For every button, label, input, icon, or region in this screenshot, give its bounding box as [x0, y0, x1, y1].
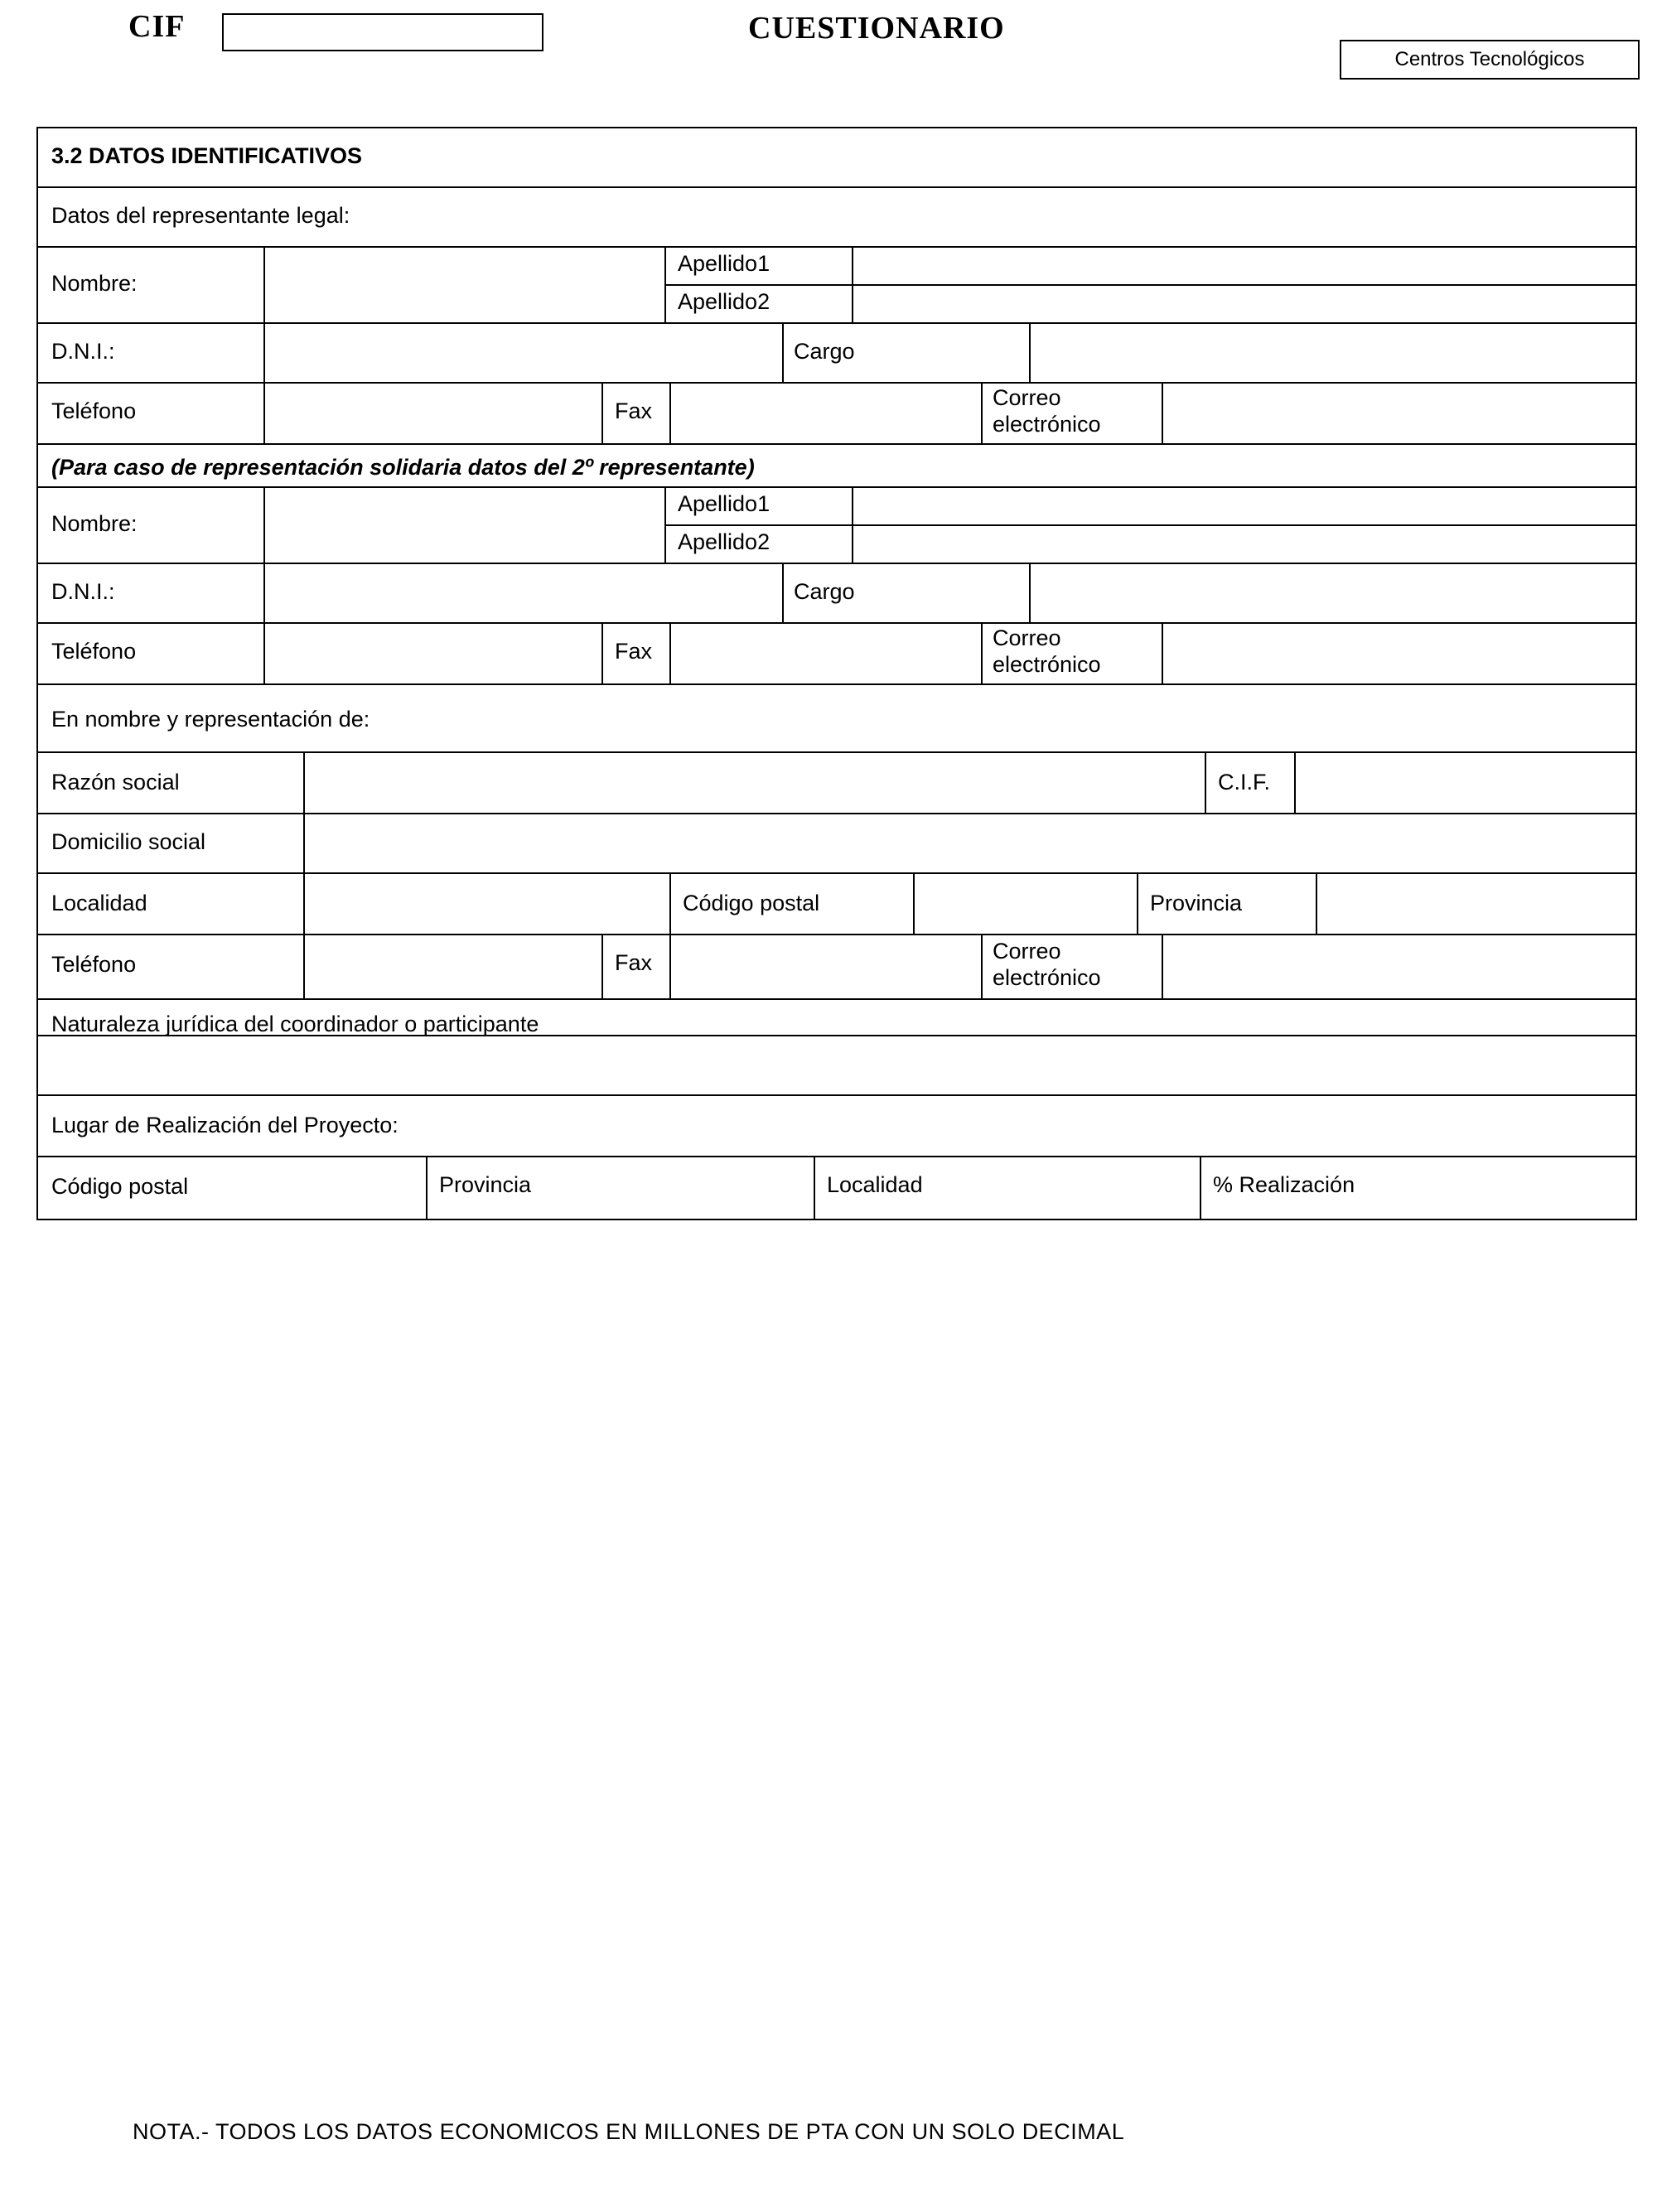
rep1-cargo-input[interactable] [1031, 324, 1635, 382]
rep2-telefono-label: Teléfono [51, 639, 137, 664]
lugar-localidad-label: Localidad [827, 1172, 923, 1197]
rep-legal-label: Datos del representante legal: [51, 203, 350, 228]
cif-label: CIF [128, 9, 186, 44]
rep2-fax-label: Fax [615, 639, 653, 664]
rep2-apellido2-input[interactable] [853, 526, 1635, 563]
lugar-provincia-label: Provincia [439, 1172, 532, 1197]
lugar-codigo-postal-label: Código postal [51, 1174, 189, 1199]
provincia-input[interactable] [1317, 874, 1635, 934]
entity-cif-input[interactable] [1296, 753, 1635, 813]
entity-electronico-label: electrónico [993, 965, 1101, 990]
provincia-label: Provincia [1150, 891, 1243, 915]
rep2-nombre-label: Nombre: [51, 511, 138, 536]
rep2-heading: (Para caso de representación solidaria datos del 2º representante) [51, 455, 755, 480]
rep2-cargo-input[interactable] [1031, 564, 1635, 622]
rep1-correo-label: Correo [993, 385, 1061, 410]
entity-correo-label: Correo [993, 939, 1061, 964]
rep2-cargo-label: Cargo [794, 579, 855, 604]
rep1-telefono-label: Teléfono [51, 398, 137, 423]
rep1-apellido2-input[interactable] [853, 286, 1635, 322]
page-title: CUESTIONARIO [748, 11, 1005, 46]
rep2-dni-label: D.N.I.: [51, 579, 115, 604]
razon-social-input[interactable] [305, 753, 1205, 813]
section-title: 3.2 DATOS IDENTIFICATIVOS [51, 143, 363, 168]
entity-heading: En nombre y representación de: [51, 707, 370, 732]
razon-social-label: Razón social [51, 770, 180, 794]
rep1-electronico-label: electrónico [993, 412, 1101, 437]
rep2-nombre-input[interactable] [265, 488, 664, 563]
rep2-apellido1-label: Apellido1 [678, 491, 771, 516]
naturaleza-label: Naturaleza jurídica del coordinador o participante [51, 1012, 539, 1036]
category-badge: Centros Tecnológicos [1340, 40, 1640, 80]
rep1-fax-label: Fax [615, 398, 653, 423]
rep1-apellido1-input[interactable] [853, 248, 1635, 284]
rep1-nombre-label: Nombre: [51, 271, 138, 296]
footer-note: NOTA.- TODOS LOS DATOS ECONOMICOS EN MILLONES DE PTA CON UN SOLO DECIMAL [133, 2119, 1125, 2144]
rep1-fax-input[interactable] [671, 384, 981, 443]
entity-fax-label: Fax [615, 950, 653, 975]
lugar-heading: Lugar de Realización del Proyecto: [51, 1113, 399, 1137]
domicilio-label: Domicilio social [51, 829, 206, 854]
naturaleza-input[interactable] [38, 1036, 1635, 1071]
identification-form [36, 127, 1637, 1220]
lugar-realizacion-label: % Realización [1213, 1172, 1355, 1197]
rep2-telefono-input[interactable] [265, 624, 601, 683]
rep2-electronico-label: electrónico [993, 652, 1101, 677]
rep1-apellido1-label: Apellido1 [678, 251, 771, 276]
rep2-fax-input[interactable] [671, 624, 981, 683]
entity-cif-label: C.I.F. [1218, 770, 1271, 794]
entity-telefono-input[interactable] [305, 935, 601, 998]
rep1-email-input[interactable] [1163, 384, 1635, 443]
localidad-label: Localidad [51, 891, 147, 915]
cif-input-box[interactable] [222, 13, 543, 51]
localidad-input[interactable] [305, 874, 669, 934]
rep1-nombre-input[interactable] [265, 248, 664, 322]
domicilio-input[interactable] [305, 814, 1635, 872]
codigo-postal-label: Código postal [683, 891, 820, 915]
rep1-dni-label: D.N.I.: [51, 339, 115, 364]
entity-telefono-label: Teléfono [51, 952, 137, 977]
entity-email-input[interactable] [1163, 935, 1635, 998]
rep2-dni-input[interactable] [265, 564, 782, 622]
rep2-email-input[interactable] [1163, 624, 1635, 683]
rep2-apellido2-label: Apellido2 [678, 529, 771, 554]
rep1-apellido2-label: Apellido2 [678, 289, 771, 314]
entity-fax-input[interactable] [671, 935, 981, 998]
codigo-postal-input[interactable] [915, 874, 1137, 934]
rep1-telefono-input[interactable] [265, 384, 601, 443]
rep2-apellido1-input[interactable] [853, 488, 1635, 524]
rep2-correo-label: Correo [993, 625, 1061, 650]
rep1-cargo-label: Cargo [794, 339, 855, 364]
rep1-dni-input[interactable] [265, 324, 782, 382]
